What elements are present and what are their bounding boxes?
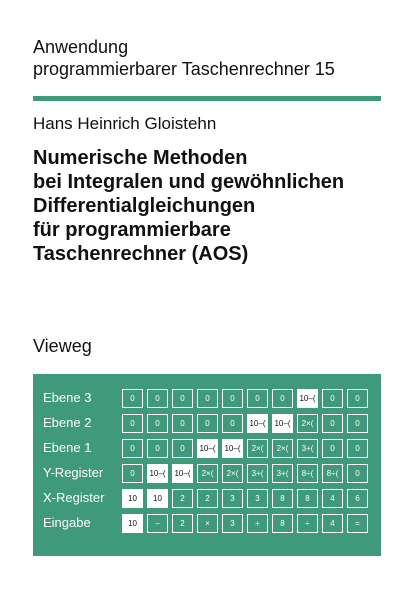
- title-line-2: bei Integralen und gewöhnlichen: [33, 171, 345, 193]
- register-cell: +: [247, 514, 268, 533]
- register-cell: 10–(: [222, 439, 243, 458]
- register-cell: 2×(: [197, 464, 218, 483]
- register-cell: 0: [147, 389, 168, 408]
- register-cell: 0: [122, 464, 143, 483]
- register-cell: 10: [147, 489, 168, 508]
- register-row-label: Ebene 1: [43, 440, 92, 455]
- register-cell: 8: [297, 489, 318, 508]
- register-cell: 0: [347, 439, 368, 458]
- author-name: Hans Heinrich Gloistehn: [33, 114, 217, 133]
- register-cell: 0: [347, 414, 368, 433]
- register-row: [33, 438, 381, 460]
- series-line-2: programmierbarer Taschenrechner 15: [33, 59, 335, 79]
- register-cell: 3: [222, 489, 243, 508]
- register-cell: 10: [122, 514, 143, 533]
- register-cell: 0: [172, 439, 193, 458]
- register-cell: 3: [222, 514, 243, 533]
- register-cell: 10: [122, 489, 143, 508]
- title-line-3: Differentialgleichungen: [33, 195, 256, 217]
- title-line-1: Numerische Methoden: [33, 147, 248, 169]
- accent-divider: [33, 96, 381, 101]
- register-diagram-panel: [33, 374, 381, 556]
- register-cell: 0: [122, 389, 143, 408]
- publisher-name: Vieweg: [33, 336, 92, 356]
- register-cell: 2: [172, 489, 193, 508]
- register-cell: 0: [347, 464, 368, 483]
- register-row: [33, 513, 381, 535]
- register-cell: 8÷(: [322, 464, 343, 483]
- register-cell: 10–(: [147, 464, 168, 483]
- register-cell: =: [347, 514, 368, 533]
- register-cell: 2: [197, 489, 218, 508]
- register-cell: 0: [122, 439, 143, 458]
- register-row: [33, 488, 381, 510]
- register-cell: 10–(: [247, 414, 268, 433]
- register-row: [33, 413, 381, 435]
- register-cell: 2×(: [222, 464, 243, 483]
- register-cell: 2×(: [297, 414, 318, 433]
- register-cell: 0: [247, 389, 268, 408]
- register-cell: 3+(: [297, 439, 318, 458]
- register-row-label: X-Register: [43, 490, 105, 505]
- register-cell: 0: [122, 414, 143, 433]
- register-cell: ×: [197, 514, 218, 533]
- register-cell: 10–(: [297, 389, 318, 408]
- series-line-1: Anwendung: [33, 37, 129, 57]
- register-row: [33, 463, 381, 485]
- register-cell: 10–(: [172, 464, 193, 483]
- register-cell: 0: [322, 439, 343, 458]
- register-cell: 10–(: [272, 414, 293, 433]
- title-line-4: für programmierbare: [33, 219, 231, 241]
- register-cell: 10–(: [197, 439, 218, 458]
- register-cell: 0: [222, 389, 243, 408]
- register-cell: 0: [197, 414, 218, 433]
- title-line-5: Taschenrechner (AOS): [33, 243, 249, 265]
- register-cell: 4: [322, 489, 343, 508]
- register-cell: 0: [147, 414, 168, 433]
- register-cell: 2: [172, 514, 193, 533]
- register-cell: 4: [322, 514, 343, 533]
- register-cell: 2×(: [247, 439, 268, 458]
- book-title: [33, 146, 344, 266]
- register-cell: 3+(: [272, 464, 293, 483]
- register-cell: 0: [172, 414, 193, 433]
- register-cell: 0: [322, 414, 343, 433]
- register-row-label: Ebene 2: [43, 415, 92, 430]
- register-cell: 6: [347, 489, 368, 508]
- register-row: [33, 388, 381, 410]
- register-row-label: Ebene 3: [43, 390, 92, 405]
- register-cell: 0: [197, 389, 218, 408]
- series-title: [33, 36, 335, 80]
- register-cell: 3+(: [247, 464, 268, 483]
- register-cell: 8÷(: [297, 464, 318, 483]
- register-cell: 0: [272, 389, 293, 408]
- register-cell: 2×(: [272, 439, 293, 458]
- register-row-label: Eingabe: [43, 515, 91, 530]
- register-cell: 8: [272, 489, 293, 508]
- register-cell: 0: [147, 439, 168, 458]
- register-cell: 3: [247, 489, 268, 508]
- register-cell: 0: [222, 414, 243, 433]
- register-cell: 0: [172, 389, 193, 408]
- register-cell: 8: [272, 514, 293, 533]
- register-cell: 0: [322, 389, 343, 408]
- register-row-label: Y-Register: [43, 465, 104, 480]
- register-cell: ÷: [297, 514, 318, 533]
- register-cell: –: [147, 514, 168, 533]
- register-cell: 0: [347, 389, 368, 408]
